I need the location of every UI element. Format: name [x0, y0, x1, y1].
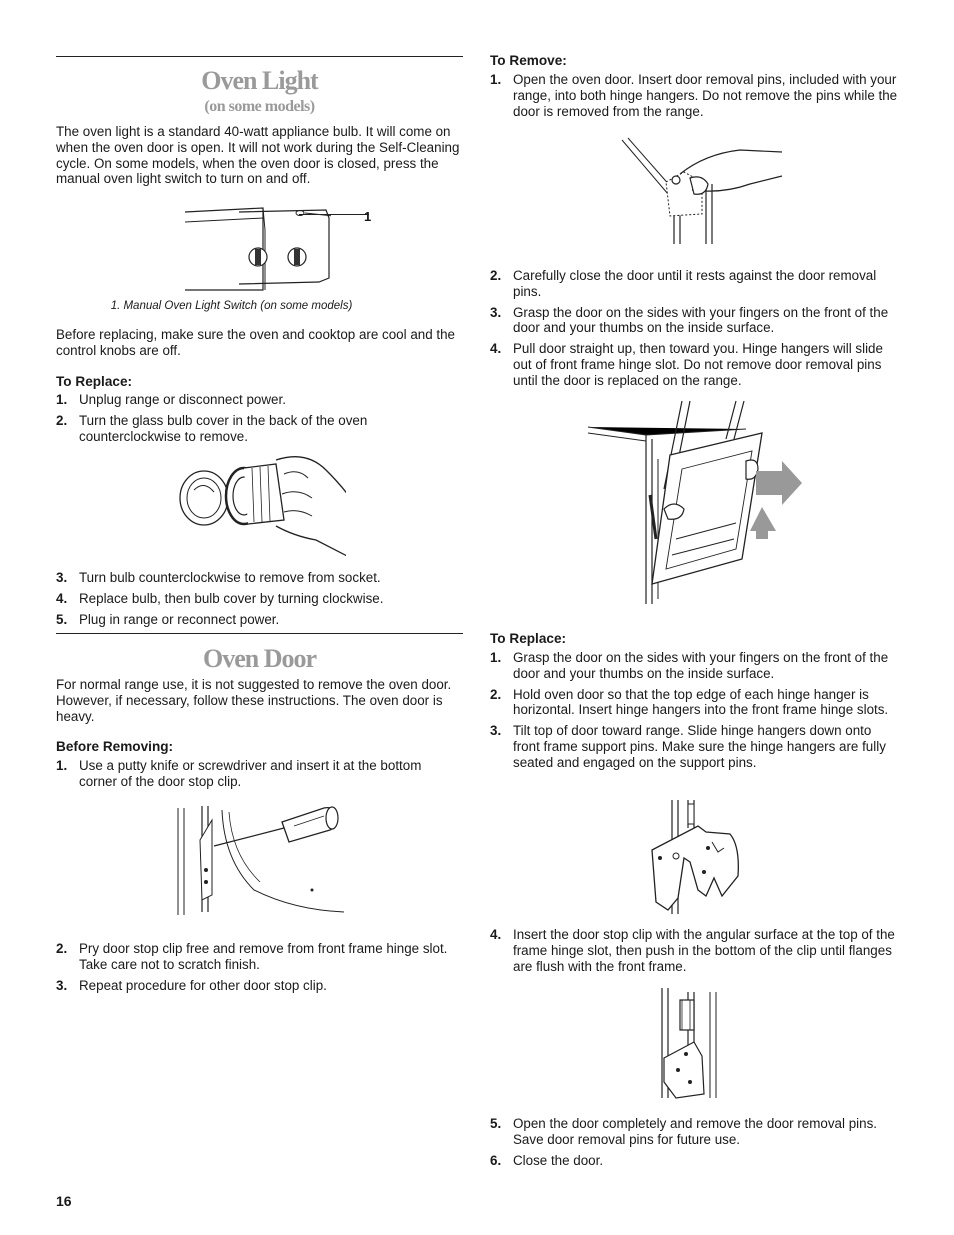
step-item: 5. Plug in range or reconnect power. — [56, 611, 280, 627]
step-item: 4. Insert the door stop clip with the angular surface at the top of the frame hinge slot, then push in the bottom of the clip until flanges are flush with the front frame. — [490, 927, 895, 974]
callout-leader-line — [299, 214, 369, 215]
door-replace-heading: To Replace: — [490, 631, 567, 646]
step-item: 1. Grasp the door on the sides with your fingers on the front of the door and your thumbs on the inside surface. — [490, 650, 889, 681]
before-replacing-text: Before replacing, make sure the oven and cooktop are cool and the control knobs are off. — [56, 327, 455, 358]
oven-light-intro: The oven light is a standard 40-watt appliance bulb. It will come on when the oven door is open. It will not work during the Self-Cleaning cycle. On some models, when the oven door is closed, press the manual oven light switch to turn on and off. — [56, 124, 460, 187]
before-removing-heading: Before Removing: — [56, 739, 174, 754]
figure-caption: 1. Manual Oven Light Switch (on some models) — [110, 300, 353, 312]
step-item: 2. Carefully close the door until it rests against the door removal pins. — [490, 268, 877, 299]
step-item: 6. Close the door. — [490, 1152, 604, 1168]
remove-heading: To Remove: — [490, 53, 567, 68]
step-item: 2. Hold oven door so that the top edge of each hinge hanger is horizontal. Insert hinge hangers into the front frame hinge slots. — [490, 686, 889, 718]
figure-callout-number: 1 — [364, 209, 372, 224]
before-removing-steps-b — [56, 941, 456, 993]
step-item: 1. Open the oven door. Insert door removal pins, included with your range, into both hinge hangers. Do not remove the pins while the door is removed from the range. — [490, 72, 898, 119]
page-number: 16 — [56, 1193, 72, 1209]
step-item: 3. Turn bulb counterclockwise to remove from socket. — [56, 570, 381, 585]
section-divider — [56, 56, 463, 57]
step-item: 4. Replace bulb, then bulb cover by turning clockwise. — [56, 590, 384, 606]
step-item: 2. Pry door stop clip free and remove from front frame hinge slot. Take care not to scratch finish. — [56, 941, 448, 972]
remove-steps-a — [490, 72, 900, 119]
light-replace-heading: To Replace: — [56, 374, 133, 389]
door-replace-steps-b — [490, 927, 900, 974]
light-replace-steps-b — [56, 570, 463, 627]
door-stop-clip-figure — [660, 986, 730, 1101]
step-item: 3. Tilt top of door toward range. Slide hinge hangers down onto front frame support pins. Make sure the hinge hangers are fully seated and engaged on the support pins. — [490, 723, 886, 770]
step-item: 3. Repeat procedure for other door stop clip. — [56, 977, 327, 993]
hinge-hanger-figure — [648, 798, 743, 916]
door-removal-pin-figure — [610, 134, 785, 246]
door-replace-steps-a — [490, 650, 900, 771]
oven-door-intro: For normal range use, it is not suggested to remove the oven door. However, if necessary, follow these instructions. The oven door is heavy. — [56, 677, 452, 724]
lift-door-figure — [586, 399, 808, 607]
step-item: 2. Turn the glass bulb cover in the back of the oven counterclockwise to remove. — [56, 412, 368, 444]
door-replace-steps-c — [490, 1116, 900, 1168]
oven-door-title: Oven Door — [202, 644, 317, 673]
remove-steps-b — [490, 268, 900, 389]
oven-light-title: Oven Light — [201, 66, 318, 95]
step-item: 5. Open the door completely and remove the door removal pins. Save door removal pins for future use. — [490, 1116, 877, 1147]
oven-light-subtitle: (on some models) — [204, 98, 315, 115]
light-replace-steps-a — [56, 392, 463, 444]
step-item: 1. Use a putty knife or screwdriver and insert it at the bottom corner of the door stop clip. — [56, 758, 422, 789]
step-item: 1. Unplug range or disconnect power. — [56, 392, 286, 407]
step-item: 4. Pull door straight up, then toward you. Hinge hangers will slide out of front frame hinge slot. Do not remove door removal pins until the door is replaced on the range. — [490, 341, 883, 388]
bulb-cover-figure — [176, 450, 346, 560]
before-removing-steps-a — [56, 758, 456, 790]
section-divider — [56, 633, 463, 634]
putty-knife-figure — [174, 800, 349, 920]
step-item: 3. Grasp the door on the sides with your fingers on the front of the door and your thumbs on the inside surface. — [490, 304, 889, 336]
